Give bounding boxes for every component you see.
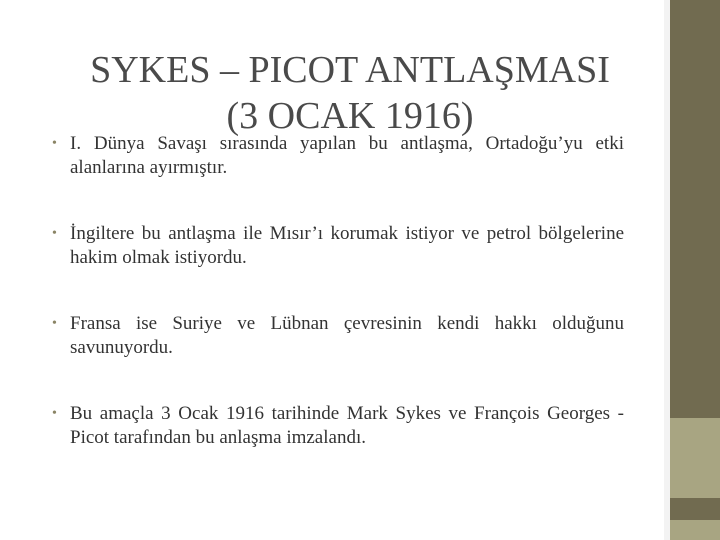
side-bar-band (670, 520, 720, 540)
slide-title (30, 47, 670, 139)
bullet-item: • I. Dünya Savaşı sırasında yapılan bu antlaşma, Ortadoğu’yu etki alanlarına ayırmıştır. (52, 132, 624, 180)
bullet-item: • İngiltere bu antlaşma ile Mısır’ı korumak istiyor ve petrol bölgelerine hakim olmak istiyordu. (52, 222, 624, 270)
slide-title-line-2: (3 OCAK 1916) (226, 95, 474, 138)
bullet-item: • Fransa ise Suriye ve Lübnan çevresinin kendi hakkı olduğunu savunuyordu. (52, 312, 624, 360)
slide-title-line-1: SYKES – PICOT ANTLAŞMASI (90, 49, 610, 92)
decorative-side-bar (670, 0, 720, 540)
bullet-list (52, 132, 624, 492)
side-bar-band (670, 418, 720, 498)
bullet-item: • Bu amaçla 3 Ocak 1916 tarihinde Mark Sykes ve François Georges - Picot tarafından bu anlaşma imzalandı. (52, 402, 624, 450)
